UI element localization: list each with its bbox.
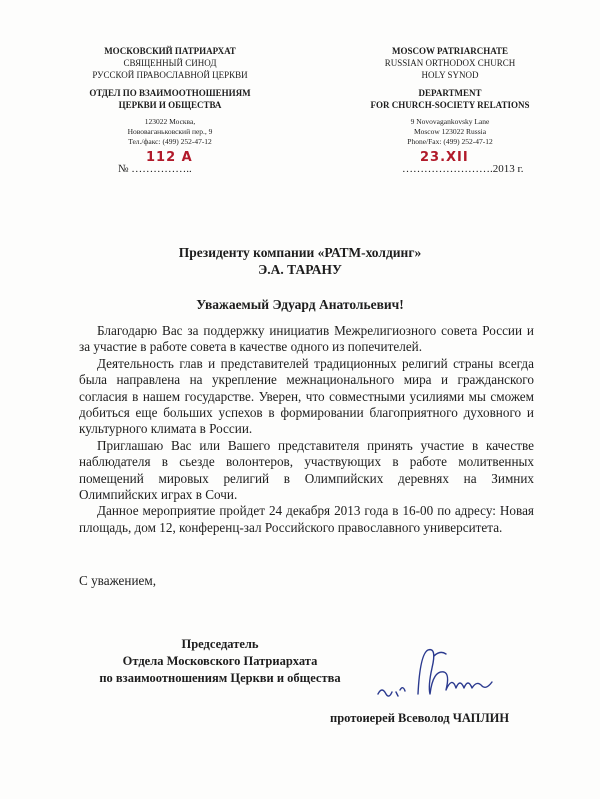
letter-body: [79, 323, 534, 536]
signatory-title-2: Отдела Московского Патриархата: [122, 654, 318, 668]
paragraph-4: Данное мероприятие пройдет 24 декабря 2013 года в 16-00 по адресу: Новая площадь, дом 12, конференц-зал Российского православного университета.: [79, 503, 534, 535]
paragraph-2: Деятельность глав и представителей традиционных религий страны всегда была направлена на укрепление межнационального мира и гражданского согласия в нашем государстве. Уверен, что совместными усилиями мы сможем добиться еще больших успехов в формировании благоприятного духовного и культурного климата в России.: [79, 355, 534, 437]
letterhead-right: [340, 45, 560, 147]
date-handwritten: 23.XII: [420, 150, 469, 165]
signer-name: протоиерей Всеволод ЧАПЛИН: [330, 711, 510, 725]
date-dots: ……………………: [402, 163, 490, 175]
church-en: RUSSIAN ORTHODOX CHURCH: [384, 58, 516, 68]
church-ru: РУССКОЙ ПРАВОСЛАВНОЙ ЦЕРКВИ: [92, 70, 248, 80]
addressee: [120, 244, 480, 278]
letterhead-left: [60, 45, 280, 147]
phone-en: Phone/Fax: (499) 252-47-12: [407, 137, 493, 146]
addressee-name: Э.А. ТАРАНУ: [258, 262, 342, 277]
org-name-ru: МОСКОВСКИЙ ПАТРИАРХАТ: [104, 46, 236, 56]
dept-ru-1: ОТДЕЛ ПО ВЗАИМООТНОШЕНИЯМ: [89, 88, 251, 98]
address-en-2: Moscow 123022 Russia: [413, 127, 487, 136]
date-suffix: .2013 г.: [490, 163, 524, 175]
address-ru-2: Нововаганьковский пер., 9: [127, 127, 213, 136]
dept-ru-2: ЦЕРКВИ И ОБЩЕСТВА: [118, 100, 222, 110]
phone-ru: Тел./факс: (499) 252-47-12: [128, 137, 212, 146]
dept-en-2: FOR CHURCH-SOCIETY RELATIONS: [370, 100, 530, 110]
address-en-1: 9 Novovagankovsky Lane: [410, 117, 490, 126]
reference-number-handwritten: 112 A: [146, 150, 193, 165]
handwritten-signature: [370, 642, 500, 712]
signatory-title-1: Председатель: [181, 637, 259, 651]
signatory-title: [60, 636, 380, 687]
salutation: Уважаемый Эдуард Анатольевич!: [196, 297, 404, 312]
reference-number-dots: № ……………..: [118, 163, 192, 175]
paragraph-3: Приглашаю Вас или Вашего представителя принять участие в качестве наблюдателя в сьезде волонтеров, участвующих в работе молитвенных помещений мировых религий в Олимпийских деревнях на Зимних Олимпийских играх в Сочи.: [79, 437, 534, 503]
address-ru-1: 123022 Москва,: [144, 117, 196, 126]
addressee-company: Президенту компании «РАТМ-холдинг»: [178, 245, 422, 260]
dept-en-1: DEPARTMENT: [418, 88, 482, 98]
paragraph-1: Благодарю Вас за поддержку инициатив Межрелигиозного совета России и за участие в работе совета в качестве одного из попечителей.: [79, 323, 534, 355]
closing: С уважением,: [79, 573, 156, 588]
synod-en: HOLY SYNOD: [421, 70, 479, 80]
org-name-en: MOSCOW PATRIARCHATE: [391, 46, 509, 56]
synod-ru: СВЯЩЕННЫЙ СИНОД: [123, 58, 217, 68]
signatory-title-3: по взаимоотношениям Церкви и общества: [99, 671, 341, 685]
